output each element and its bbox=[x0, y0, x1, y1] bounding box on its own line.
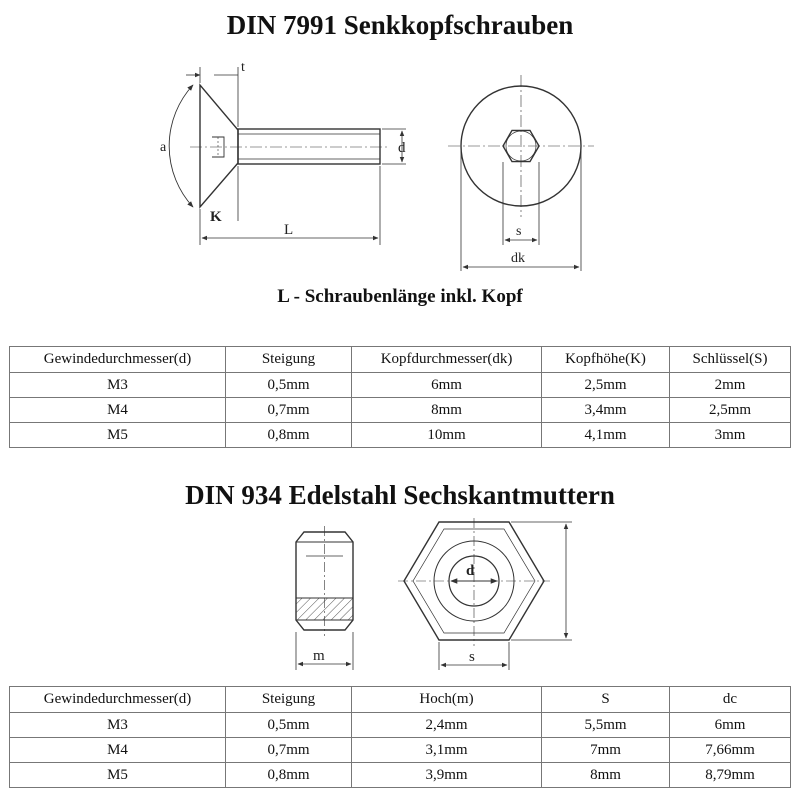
table-cell: 8,79mm bbox=[670, 763, 791, 788]
table-cell: M3 bbox=[10, 713, 226, 738]
table-cell: 6mm bbox=[670, 713, 791, 738]
label-t: t bbox=[241, 60, 245, 75]
table-cell: 4,1mm bbox=[542, 423, 670, 448]
table-header-cell: Kopfdurchmesser(dk) bbox=[352, 347, 542, 373]
table-header-row bbox=[10, 687, 791, 713]
table-header-cell: Steigung bbox=[226, 687, 352, 713]
table-header-cell: S bbox=[542, 687, 670, 713]
table-cell: 8mm bbox=[542, 763, 670, 788]
label-m: m bbox=[313, 648, 325, 664]
screw-diagram bbox=[0, 45, 800, 320]
label-nut-s: s bbox=[469, 649, 475, 665]
table-cell: 2,5mm bbox=[542, 373, 670, 398]
table-header-cell: Hoch(m) bbox=[352, 687, 542, 713]
table-row bbox=[10, 738, 791, 763]
table-cell: 7mm bbox=[542, 738, 670, 763]
table-row bbox=[10, 713, 791, 738]
table-header-cell: Gewindedurchmesser(d) bbox=[10, 687, 226, 713]
table-cell: M3 bbox=[10, 373, 226, 398]
table-cell: 2mm bbox=[670, 373, 791, 398]
table-cell: 3,9mm bbox=[352, 763, 542, 788]
label-d: d bbox=[398, 140, 406, 156]
table-cell: 0,5mm bbox=[226, 373, 352, 398]
nut-spec-table bbox=[9, 686, 791, 788]
table-row bbox=[10, 763, 791, 788]
table-cell: 8mm bbox=[352, 398, 542, 423]
label-K: K bbox=[210, 209, 222, 225]
table-cell: 3,4mm bbox=[542, 398, 670, 423]
table-header-cell: Gewindedurchmesser(d) bbox=[10, 347, 226, 373]
nut-diagram bbox=[0, 518, 800, 678]
screw-caption: L - Schraubenlänge inkl. Kopf bbox=[277, 286, 523, 307]
table-cell: M5 bbox=[10, 423, 226, 448]
table-cell: M4 bbox=[10, 738, 226, 763]
table-cell: 0,8mm bbox=[226, 763, 352, 788]
label-nut-d: d bbox=[466, 563, 475, 579]
table-cell: M5 bbox=[10, 763, 226, 788]
table-row bbox=[10, 398, 791, 423]
table-cell: 3mm bbox=[670, 423, 791, 448]
table-cell: 3,1mm bbox=[352, 738, 542, 763]
table-header-cell: Steigung bbox=[226, 347, 352, 373]
table-cell: 6mm bbox=[352, 373, 542, 398]
label-dk: dk bbox=[511, 251, 525, 266]
label-L: L bbox=[284, 222, 294, 238]
screw-title: DIN 7991 Senkkopfschrauben bbox=[226, 10, 574, 40]
label-a: a bbox=[160, 140, 167, 155]
table-cell: 10mm bbox=[352, 423, 542, 448]
table-cell: 7,66mm bbox=[670, 738, 791, 763]
table-header-cell: Schlüssel(S) bbox=[670, 347, 791, 373]
screw-side-view bbox=[169, 67, 406, 245]
table-cell: 0,7mm bbox=[226, 738, 352, 763]
screw-spec-table bbox=[9, 346, 791, 448]
table-header-cell: dc bbox=[670, 687, 791, 713]
screw-top-view bbox=[448, 75, 594, 271]
table-cell: 0,5mm bbox=[226, 713, 352, 738]
label-s: s bbox=[516, 224, 522, 239]
table-row bbox=[10, 423, 791, 448]
table-header-row bbox=[10, 347, 791, 373]
table-cell: 2,4mm bbox=[352, 713, 542, 738]
table-cell: 2,5mm bbox=[670, 398, 791, 423]
table-header-cell: Kopfhöhe(K) bbox=[542, 347, 670, 373]
table-row bbox=[10, 373, 791, 398]
table-cell: 0,8mm bbox=[226, 423, 352, 448]
nut-top-view bbox=[398, 518, 572, 670]
nut-title: DIN 934 Edelstahl Sechskantmuttern bbox=[185, 480, 615, 510]
table-cell: 0,7mm bbox=[226, 398, 352, 423]
table-cell: 5,5mm bbox=[542, 713, 670, 738]
table-cell: M4 bbox=[10, 398, 226, 423]
